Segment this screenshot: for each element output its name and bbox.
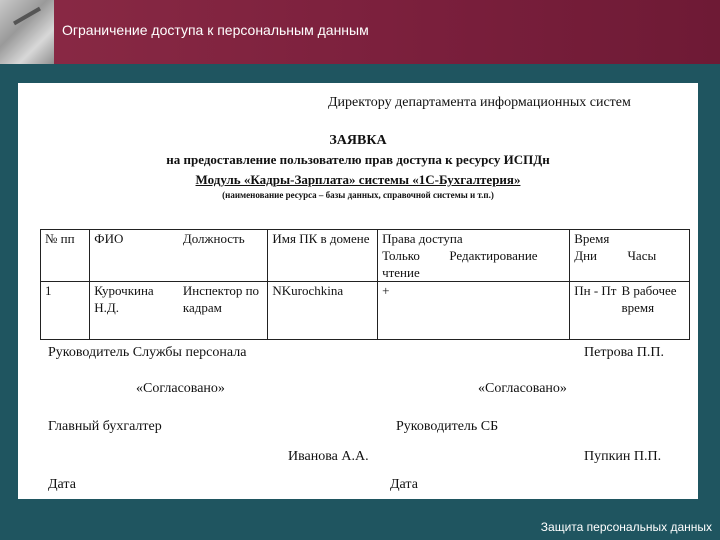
row-days: Пн - Пт	[574, 283, 617, 298]
date-left: Дата	[48, 477, 76, 492]
hr-head-label: Руководитель Службы персонала	[48, 345, 247, 360]
row-num: 1	[41, 282, 90, 340]
agreed-left: «Согласовано»	[136, 381, 225, 396]
chief-accountant-name: Иванова А.А.	[288, 449, 369, 464]
hr-head-name: Петрова П.П.	[584, 345, 664, 360]
row-read: +	[382, 283, 390, 298]
header-time-days: Дни	[574, 248, 598, 263]
resource-name: Модуль «Кадры-Зарплата» системы «1С-Бухгалтерия»	[195, 172, 521, 187]
header-time-label: Время	[574, 231, 610, 246]
sb-head-label: Руководитель СБ	[396, 419, 499, 434]
document-page	[18, 83, 698, 499]
header-fio: ФИО	[90, 230, 179, 282]
agreed-right: «Согласовано»	[478, 381, 567, 396]
table-header-row	[41, 230, 690, 282]
row-rights	[378, 282, 570, 340]
access-table	[40, 229, 690, 340]
slide-footer: Защита персональных данных	[540, 520, 712, 534]
slide-header	[0, 0, 720, 64]
row-fio: Курочкина Н.Д.	[90, 282, 179, 340]
document-subtitle: на предоставление пользователю прав доступа к ресурсу ИСПДн	[166, 152, 550, 167]
header-photo-icon	[0, 0, 54, 64]
row-position: Инспектор по кадрам	[179, 282, 268, 340]
header-time-hours: Часы	[627, 248, 657, 263]
date-right: Дата	[390, 477, 418, 492]
table-row	[41, 282, 690, 340]
row-pc-name: NKurochkina	[268, 282, 378, 340]
chief-accountant-label: Главный бухгалтер	[48, 419, 162, 434]
sb-head-name: Пупкин П.П.	[584, 449, 662, 464]
header-pc-name: Имя ПК в домене	[268, 230, 378, 282]
slide-title: Ограничение доступа к персональным данным	[62, 22, 369, 38]
header-rights-label: Права доступа	[382, 231, 463, 246]
header-position: Должность	[179, 230, 268, 282]
row-hours: В рабочее время	[621, 283, 677, 315]
header-rights-read: Только чтение	[382, 248, 420, 280]
header-time	[570, 230, 690, 282]
header-rights-edit: Редактирование	[449, 248, 538, 263]
header-num: № пп	[41, 230, 90, 282]
header-rights	[378, 230, 570, 282]
resource-note: (наименование ресурса – базы данных, справочной системы и т.п.)	[222, 190, 494, 200]
addressee: Директору департамента информационных систем	[328, 95, 631, 110]
row-time	[570, 282, 690, 340]
document-title: ЗАЯВКА	[329, 133, 387, 148]
